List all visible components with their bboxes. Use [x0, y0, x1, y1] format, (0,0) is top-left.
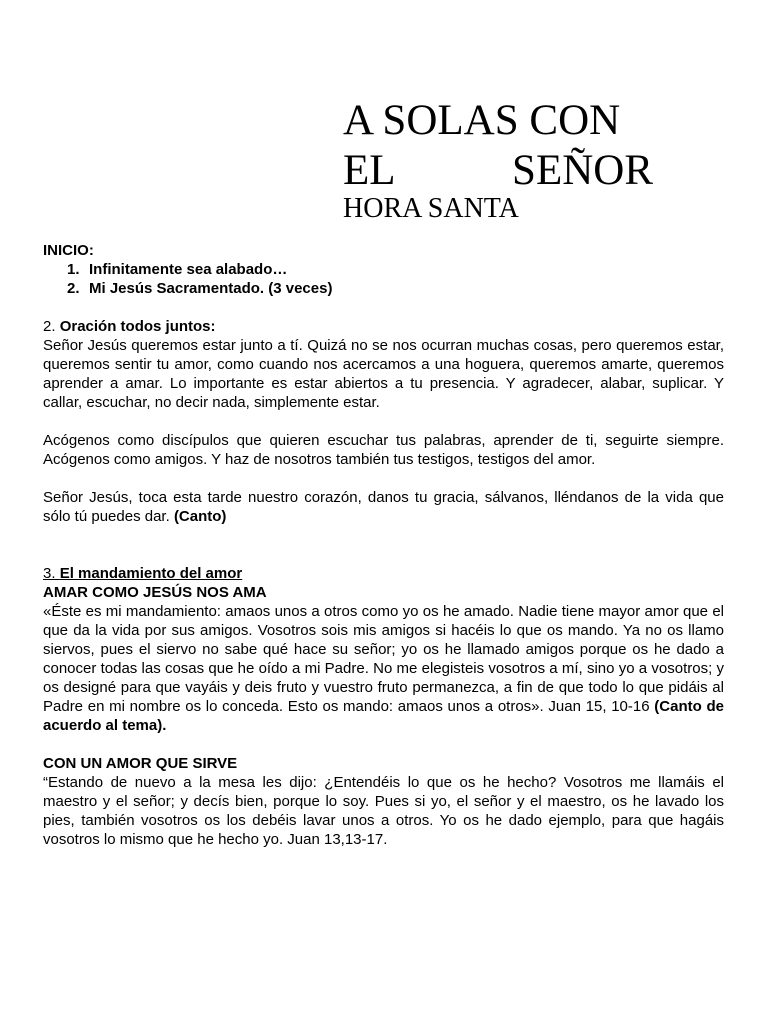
mandamiento-subheading-2: CON UN AMOR QUE SIRVE: [43, 755, 238, 772]
mandamiento-subheading-1: AMAR COMO JESÚS NOS AMA: [43, 584, 267, 601]
document-body: [43, 241, 724, 849]
title-line-2: [343, 146, 653, 196]
title-text-2b: SEÑOR: [512, 147, 653, 194]
oracion-heading: Oración todos juntos:: [59, 318, 216, 335]
title-text-2a: EL: [343, 147, 396, 194]
mandamiento-heading-line: 3. El mandamiento del amor: [43, 565, 243, 582]
subtitle: HORA SANTA: [343, 193, 519, 224]
inicio-heading: INICIO:: [43, 242, 94, 259]
oracion-paragraph-1: Señor Jesús queremos estar junto a tí. Quizá no se nos ocurran muchas cosas, pero queremos estar, queremos sentir tu amor, como cuando nos acercamos a una hoguera, queremos amarte, queremos aprender a amar. Lo importante es estar abiertos a tu presencia. Y agradecer, alabar, suplicar. Y callar, escuchar, no decir nada, simplemente estar.: [43, 337, 724, 411]
oracion-paragraph-3: Señor Jesús, toca esta tarde nuestro corazón, danos tu gracia, sálvanos, lléndanos de la vida que sólo tú puedes dar. (Canto): [43, 489, 724, 525]
title-line-1: [343, 96, 653, 146]
mandamiento-heading: El mandamiento del amor: [59, 565, 243, 582]
list-item: 2. Mi Jesús Sacramentado. (3 veces): [67, 280, 333, 297]
mandamiento-paragraph-2: “Estando de nuevo a la mesa les dijo: ¿Entendéis lo que os he hecho? Vosotros me llamáis el maestro y el señor; y decís bien, porque lo soy. Pues si yo, el señor y el maestro, os he lavado los pies, también vosotros os los debéis lavar unos a otros. Yo os he dado ejemplo, para que hagáis vosotros lo mismo que he hecho yo. Juan 13,13-17.: [43, 774, 724, 848]
oracion-paragraph-2: Acógenos como discípulos que quieren escuchar tus palabras, aprender de ti, seguirte siempre. Acógenos como amigos. Y haz de nosotros también tus testigos, testigos del amor.: [43, 432, 724, 468]
list-item: 1. Infinitamente sea alabado…: [67, 261, 288, 278]
title-text-1: A SOLAS CON: [343, 97, 621, 144]
title-block: [343, 96, 653, 226]
oracion-heading-line: 2. Oración todos juntos:: [43, 318, 216, 335]
mandamiento-paragraph-1: «Éste es mi mandamiento: amaos unos a otros como yo os he amado. Nadie tiene mayor amor que el que da la vida por sus amigos. Vosotros sois mis amigos si hacéis lo que os mando. Ya no os llamo siervos, pues el siervo no sabe qué hace su señor; yo os he llamado amigos porque os he dado a conocer todas las cosas que he oído a mi Padre. No me elegisteis vosotros a mí, sino yo a vosotros; y os designé para que vayáis y deis fruto y vuestro fruto permanezca, a fin de que todo lo que pidáis al Padre en mi nombre os lo conceda. Esto os mando: amaos unos a otros». Juan 15, 10-16 (Canto de acuerdo al tema).: [43, 603, 724, 734]
inicio-list: [43, 260, 724, 298]
